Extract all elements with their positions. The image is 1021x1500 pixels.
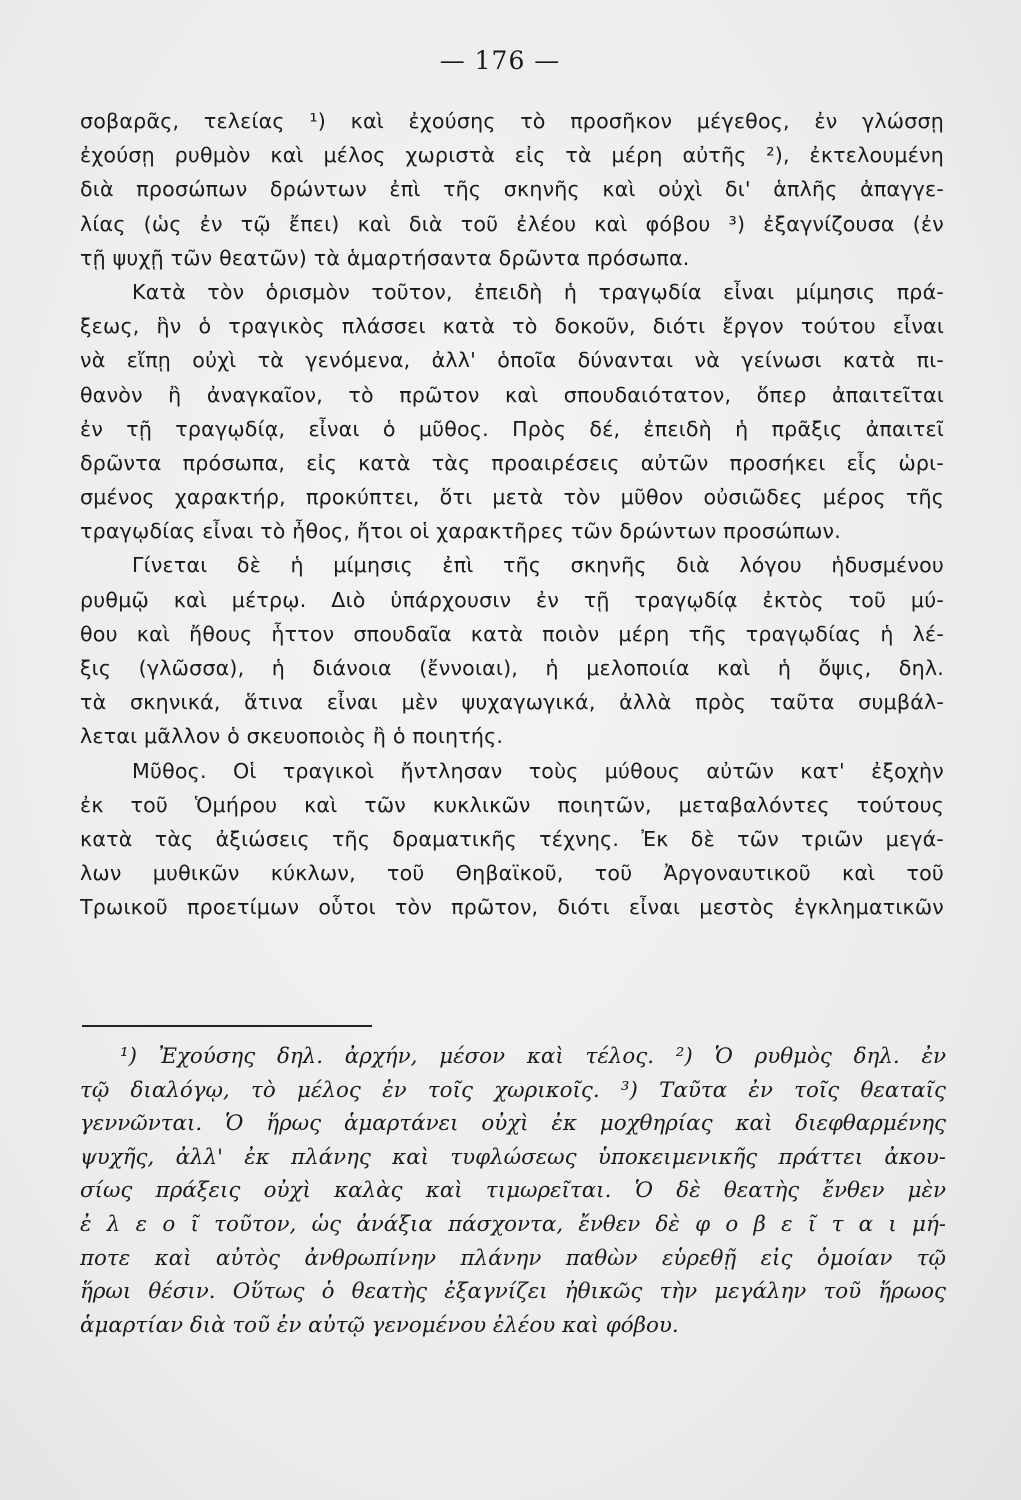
- footnote-line: ποτε καὶ αὐτὸς ἀνθρωπίνην πλάνην παθὼν εὑρεθῇ εἰς ὁμοίαν τῷ: [80, 1245, 946, 1271]
- text-line: ρυθμῷ καὶ μέτρῳ. Διὸ ὑπάρχουσιν ἐν τῇ τραγῳδίᾳ ἐκτὸς τοῦ μύ-: [80, 587, 944, 612]
- text-line: τῇ ψυχῇ τῶν θεατῶν) τὰ ἁμαρτήσαντα δρῶντα πρόσωπα.: [80, 245, 690, 270]
- text-line: διὰ προσώπων δρώντων ἐπὶ τῆς σκηνῆς καὶ οὐχὶ δι' ἁπλῆς ἀπαγγε-: [80, 177, 944, 202]
- text-line: ξις (γλῶσσα), ἡ διάνοια (ἔννοιαι), ἡ μελοποιία καὶ ἡ ὄψις, δηλ.: [80, 656, 944, 680]
- text-line: ἐν τῇ τραγῳδίᾳ, εἶναι ὁ μῦθος. Πρὸς δέ, ἐπειδὴ ἡ πρᾶξις ἀπαιτεῖ: [80, 416, 944, 441]
- text-line: λίας (ὡς ἐν τῷ ἔπει) καὶ διὰ τοῦ ἐλέου καὶ φόβου ³) ἐξαγνίζουσα (ἐν: [80, 211, 944, 236]
- footnote-line: γεννῶνται. Ὁ ἥρως ἁμαρτάνει οὐχὶ ἐκ μοχθηρίας καὶ διεφθαρμένης: [80, 1111, 946, 1137]
- footnote-line: ¹) Ἐχούσης δηλ. ἀρχήν, μέσον καὶ τέλος. ²) Ὁ ρυθμὸς δηλ. ἐν: [120, 1044, 946, 1069]
- text-line: Μῦθος. Οἱ τραγικοὶ ἤντλησαν τοὺς μύθους αὐτῶν κατ' ἐξοχὴν: [132, 758, 944, 783]
- footnote-line: τῷ διαλόγῳ, τὸ μέλος ἐν τοῖς χωρικοῖς. ³) Ταῦτα ἐν τοῖς θεαταῖς: [80, 1077, 946, 1103]
- footnote-line: ψυχῆς, ἀλλ' ἐκ πλάνης καὶ τυφλώσεως ὑποκειμενικῆς πράττει ἀκου-: [80, 1144, 946, 1170]
- footnotes: [80, 1040, 946, 1342]
- footnote-line: ἥρωι θέσιν. Οὕτως ὁ θεατὴς ἐξαγνίζει ἠθικῶς τὴν μεγάλην τοῦ ἥρωος: [80, 1279, 946, 1305]
- text-line: δρῶντα πρόσωπα, εἰς κατὰ τὰς προαιρέσεις αὐτῶν προσήκει εἷς ὡρι-: [80, 450, 944, 475]
- text-line: λων μυθικῶν κύκλων, τοῦ Θηβαϊκοῦ, τοῦ Ἀργοναυτικοῦ καὶ τοῦ: [80, 861, 944, 886]
- text-line: ἐχούσῃ ρυθμὸν καὶ μέλος χωριστὰ εἰς τὰ μέρη αὐτῆς ²), ἐκτελουμένη: [80, 143, 944, 168]
- footnote-line: ἁμαρτίαν διὰ τοῦ ἐν αὐτῷ γενομένου ἐλέου καὶ φόβου.: [80, 1312, 679, 1338]
- text-line: τὰ σκηνικά, ἅτινα εἶναι μὲν ψυχαγωγικά, ἀλλὰ πρὸς ταῦτα συμβάλ-: [80, 690, 944, 715]
- text-line: ἐκ τοῦ Ὁμήρου καὶ τῶν κυκλικῶν ποιητῶν, μεταβαλόντες τούτους: [80, 792, 944, 817]
- text-line: κατὰ τὰς ἀξιώσεις τῆς δραματικῆς τέχνης. Ἐκ δὲ τῶν τριῶν μεγά-: [80, 826, 944, 851]
- text-line: λεται μᾶλλον ὁ σκευοποιὸς ἢ ὁ ποιητής.: [80, 724, 504, 749]
- text-line: σμένος χαρακτήρ, προκύπτει, ὅτι μετὰ τὸν μῦθον οὐσιῶδες μέρος τῆς: [80, 485, 944, 510]
- page-number: — 176 —: [439, 46, 561, 75]
- text-line: Κατὰ τὸν ὁρισμὸν τοῦτον, ἐπειδὴ ἡ τραγῳδία εἶναι μίμησις πρά-: [132, 279, 944, 304]
- footnote-line: ἐ λ ε ο ῖ τοῦτον, ὡς ἀνάξια πάσχοντα, ἔνθεν δὲ φ ο β ε ῖ τ α ι μή-: [80, 1211, 946, 1237]
- text-line: Γίνεται δὲ ἡ μίμησις ἐπὶ τῆς σκηνῆς διὰ λόγου ἡδυσμένου: [132, 553, 944, 578]
- footnote-line: σίως πράξεις οὐχὶ καλὰς καὶ τιμωρεῖται. Ὁ δὲ θεατὴς ἔνθεν μὲν: [80, 1178, 946, 1204]
- text-line: θανὸν ἢ ἀναγκαῖον, τὸ πρῶτον καὶ σπουδαιότατον, ὅπερ ἀπαιτεῖται: [80, 382, 944, 407]
- text-line: τραγῳδίας εἶναι τὸ ἦθος, ἤτοι οἱ χαρακτῆρες τῶν δρώντων προσώπων.: [80, 519, 842, 544]
- text-line: νὰ εἴπῃ οὐχὶ τὰ γενόμενα, ἀλλ' ὁποῖα δύνανται νὰ γείνωσι κατὰ πι-: [80, 348, 944, 373]
- footnote-divider: [82, 1025, 372, 1027]
- text-line: Τρωικοῦ προετίμων οὗτοι τὸν πρῶτον, διότι εἶναι μεστὸς ἐγκληματικῶν: [80, 895, 944, 920]
- main-text: [80, 104, 944, 925]
- text-line: θου καὶ ἤθους ἧττον σπουδαῖα κατὰ ποιὸν μέρη τῆς τραγῳδίας ἡ λέ-: [80, 621, 944, 646]
- text-line: σοβαρᾶς, τελείας ¹) καὶ ἐχούσης τὸ προσῆκον μέγεθος, ἐν γλώσσῃ: [80, 109, 944, 133]
- text-line: ξεως, ἣν ὁ τραγικὸς πλάσσει κατὰ τὸ δοκοῦν, διότι ἔργον τούτου εἶναι: [80, 314, 944, 339]
